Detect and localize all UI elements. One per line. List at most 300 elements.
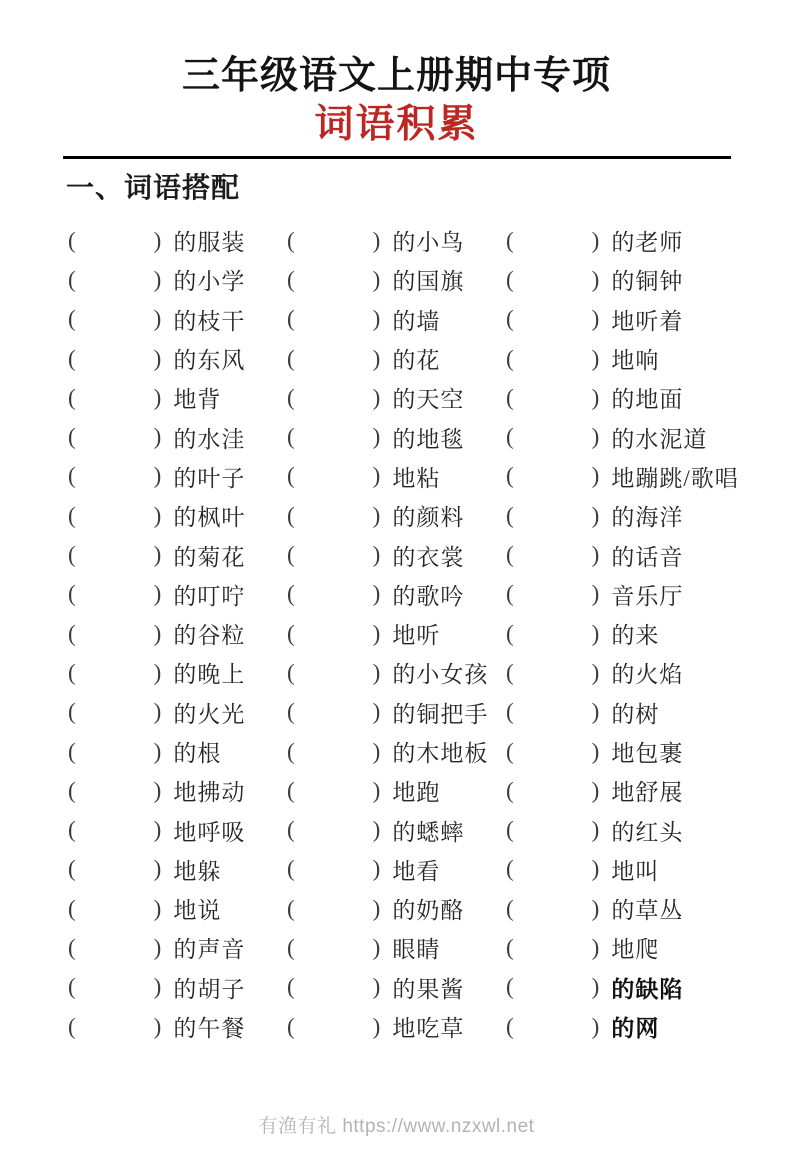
answer-blank: [295, 908, 373, 909]
open-paren: (: [287, 974, 295, 1000]
close-paren: ): [153, 974, 162, 1000]
close-paren: ): [153, 738, 162, 764]
open-paren: (: [287, 306, 295, 332]
phrase-label: 的天空: [392, 387, 465, 413]
blank-item: [506, 221, 793, 260]
open-paren: (: [68, 502, 76, 528]
word-matching-grid: [0, 221, 793, 1046]
phrase-label: 的小女孩: [392, 662, 489, 688]
answer-blank: [295, 987, 373, 988]
answer-blank: [514, 476, 592, 477]
answer-blank: [514, 947, 592, 948]
answer-blank: [76, 437, 154, 438]
blank-item: [506, 653, 793, 692]
phrase-label: 的菊花: [173, 544, 246, 570]
answer-blank: [76, 594, 154, 595]
open-paren: (: [68, 895, 76, 921]
blank-item: [506, 339, 793, 378]
close-paren: ): [153, 266, 162, 292]
answer-blank: [295, 751, 373, 752]
close-paren: ): [372, 817, 381, 843]
close-paren: ): [153, 581, 162, 607]
close-paren: ): [153, 463, 162, 489]
phrase-label: 地背: [173, 387, 222, 413]
phrase-label: 地呼吸: [173, 819, 246, 845]
phrase-label: 的水洼: [173, 426, 246, 452]
blank-item: [287, 575, 506, 614]
blank-item: [506, 417, 793, 456]
answer-blank: [295, 633, 373, 634]
close-paren: ): [591, 384, 600, 410]
open-paren: (: [68, 620, 76, 646]
phrase-label: 的地毯: [392, 426, 465, 452]
open-paren: (: [506, 463, 514, 489]
phrase-label: 的话音: [611, 544, 684, 570]
open-paren: (: [68, 345, 76, 371]
blank-item: [506, 968, 793, 1007]
phrase-label: 地躲: [173, 858, 222, 884]
open-paren: (: [287, 502, 295, 528]
answer-blank: [76, 240, 154, 241]
open-paren: (: [287, 463, 295, 489]
answer-blank: [76, 397, 154, 398]
close-paren: ): [591, 777, 600, 803]
phrase-label: 的水泥道: [611, 426, 708, 452]
open-paren: (: [287, 777, 295, 803]
open-paren: (: [287, 934, 295, 960]
phrase-label: 的叶子: [173, 465, 246, 491]
close-paren: ): [372, 345, 381, 371]
blank-item: [68, 889, 287, 928]
phrase-label: 地舒展: [611, 780, 684, 806]
header-divider: [63, 156, 731, 159]
blank-item: [68, 614, 287, 653]
open-paren: (: [506, 502, 514, 528]
close-paren: ): [153, 817, 162, 843]
blank-item: [68, 496, 287, 535]
answer-blank: [514, 987, 592, 988]
close-paren: ): [153, 345, 162, 371]
open-paren: (: [506, 934, 514, 960]
phrase-label: 的小学: [173, 269, 246, 295]
answer-blank: [514, 908, 592, 909]
close-paren: ): [591, 620, 600, 646]
answer-blank: [514, 555, 592, 556]
open-paren: (: [68, 424, 76, 450]
phrase-label: 的缺陷: [611, 976, 684, 1002]
phrase-label: 的蟋蟀: [392, 819, 465, 845]
blank-item: [287, 771, 506, 810]
blank-item: [68, 771, 287, 810]
blank-item: [287, 300, 506, 339]
phrase-label: 的午餐: [173, 1016, 246, 1042]
close-paren: ): [591, 581, 600, 607]
close-paren: ): [591, 895, 600, 921]
close-paren: ): [591, 1013, 600, 1039]
close-paren: ): [153, 424, 162, 450]
answer-blank: [514, 830, 592, 831]
phrase-label: 的根: [173, 741, 222, 766]
open-paren: (: [68, 934, 76, 960]
blank-item: [506, 260, 793, 299]
blank-item: [68, 850, 287, 889]
close-paren: ): [591, 738, 600, 764]
phrase-label: 地包裹: [611, 741, 684, 766]
open-paren: (: [506, 1013, 514, 1039]
answer-blank: [76, 947, 154, 948]
answer-blank: [295, 279, 373, 280]
answer-blank: [295, 672, 373, 673]
answer-blank: [295, 358, 373, 359]
blank-item: [506, 575, 793, 614]
open-paren: (: [68, 463, 76, 489]
open-paren: (: [68, 266, 76, 292]
blank-item: [68, 300, 287, 339]
open-paren: (: [506, 817, 514, 843]
open-paren: (: [506, 424, 514, 450]
phrase-label: 地叫: [611, 858, 660, 884]
answer-blank: [295, 515, 373, 516]
answer-blank: [76, 279, 154, 280]
close-paren: ): [591, 974, 600, 1000]
close-paren: ): [372, 895, 381, 921]
close-paren: ): [372, 266, 381, 292]
open-paren: (: [68, 699, 76, 725]
blank-item: [287, 378, 506, 417]
phrase-label: 的海洋: [611, 505, 684, 531]
phrase-label: 的铜钟: [611, 269, 684, 295]
answer-blank: [514, 869, 592, 870]
open-paren: (: [68, 1013, 76, 1039]
open-paren: (: [287, 817, 295, 843]
blank-item: [506, 300, 793, 339]
close-paren: ): [153, 542, 162, 568]
close-paren: ): [372, 1013, 381, 1039]
blank-item: [287, 889, 506, 928]
answer-blank: [514, 1026, 592, 1027]
answer-blank: [76, 751, 154, 752]
close-paren: ): [372, 974, 381, 1000]
blank-item: [506, 496, 793, 535]
close-paren: ): [591, 266, 600, 292]
blank-item: [287, 693, 506, 732]
blank-item: [68, 378, 287, 417]
answer-blank: [295, 397, 373, 398]
answer-blank: [295, 594, 373, 595]
blank-item: [287, 457, 506, 496]
blank-item: [506, 810, 793, 849]
close-paren: ): [591, 345, 600, 371]
answer-blank: [76, 869, 154, 870]
open-paren: (: [506, 777, 514, 803]
blank-item: [287, 339, 506, 378]
answer-blank: [76, 790, 154, 791]
phrase-label: 的红头: [611, 819, 684, 845]
phrase-label: 的墙: [392, 308, 441, 334]
blank-item: [68, 653, 287, 692]
close-paren: ): [372, 306, 381, 332]
blank-item: [68, 693, 287, 732]
blank-item: [68, 928, 287, 967]
open-paren: (: [506, 620, 514, 646]
answer-blank: [514, 515, 592, 516]
answer-blank: [295, 240, 373, 241]
blank-item: [506, 928, 793, 967]
open-paren: (: [68, 306, 76, 332]
blank-item: [506, 1007, 793, 1046]
blank-item: [506, 378, 793, 417]
open-paren: (: [287, 1013, 295, 1039]
open-paren: (: [68, 777, 76, 803]
answer-blank: [76, 633, 154, 634]
open-paren: (: [287, 542, 295, 568]
answer-blank: [295, 712, 373, 713]
phrase-label: 的衣裳: [392, 544, 465, 570]
blank-item: [287, 732, 506, 771]
blank-item: [287, 653, 506, 692]
phrase-label: 的网: [611, 1016, 660, 1042]
phrase-label: 的地面: [611, 387, 684, 413]
open-paren: (: [287, 581, 295, 607]
close-paren: ): [591, 542, 600, 568]
answer-blank: [295, 790, 373, 791]
blank-item: [68, 260, 287, 299]
close-paren: ): [153, 306, 162, 332]
open-paren: (: [287, 345, 295, 371]
phrase-label: 的小鸟: [392, 230, 465, 256]
phrase-label: 的服装: [173, 230, 246, 256]
blank-item: [68, 535, 287, 574]
phrase-label: 的铜把手: [392, 701, 489, 727]
blank-item: [506, 732, 793, 771]
answer-blank: [76, 908, 154, 909]
close-paren: ): [372, 384, 381, 410]
close-paren: ): [372, 856, 381, 882]
answer-blank: [514, 279, 592, 280]
phrase-label: 的谷粒: [173, 623, 246, 649]
answer-blank: [76, 515, 154, 516]
close-paren: ): [591, 659, 600, 685]
answer-blank: [295, 555, 373, 556]
phrase-label: 地拂动: [173, 780, 246, 806]
close-paren: ): [591, 934, 600, 960]
phrase-label: 的晚上: [173, 662, 246, 688]
open-paren: (: [68, 227, 76, 253]
open-paren: (: [287, 384, 295, 410]
phrase-label: 地听着: [611, 308, 684, 334]
open-paren: (: [287, 738, 295, 764]
blank-item: [506, 535, 793, 574]
phrase-label: 地吃草: [392, 1016, 465, 1042]
answer-blank: [76, 987, 154, 988]
open-paren: (: [506, 581, 514, 607]
phrase-label: 的声音: [173, 937, 246, 963]
phrase-label: 地爬: [611, 937, 660, 963]
close-paren: ): [372, 738, 381, 764]
open-paren: (: [287, 620, 295, 646]
answer-blank: [514, 319, 592, 320]
close-paren: ): [591, 502, 600, 528]
answer-blank: [76, 672, 154, 673]
phrase-label: 地粘: [392, 465, 441, 491]
blank-item: [287, 221, 506, 260]
open-paren: (: [506, 306, 514, 332]
close-paren: ): [372, 227, 381, 253]
close-paren: ): [153, 227, 162, 253]
answer-blank: [295, 319, 373, 320]
answer-blank: [76, 319, 154, 320]
close-paren: ): [591, 463, 600, 489]
close-paren: ): [591, 227, 600, 253]
close-paren: ): [153, 699, 162, 725]
open-paren: (: [287, 424, 295, 450]
blank-item: [287, 1007, 506, 1046]
close-paren: ): [372, 463, 381, 489]
close-paren: ): [153, 895, 162, 921]
answer-blank: [76, 712, 154, 713]
close-paren: ): [591, 856, 600, 882]
blank-item: [506, 457, 793, 496]
phrase-label: 的树: [611, 701, 660, 727]
phrase-label: 的木地板: [392, 741, 489, 766]
close-paren: ): [591, 306, 600, 332]
phrase-label: 的胡子: [173, 976, 246, 1002]
open-paren: (: [506, 659, 514, 685]
close-paren: ): [372, 581, 381, 607]
phrase-label: 的果酱: [392, 976, 465, 1002]
answer-blank: [514, 594, 592, 595]
answer-blank: [76, 830, 154, 831]
open-paren: (: [287, 266, 295, 292]
close-paren: ): [591, 424, 600, 450]
answer-blank: [514, 397, 592, 398]
open-paren: (: [506, 856, 514, 882]
close-paren: ): [372, 424, 381, 450]
answer-blank: [295, 830, 373, 831]
blank-item: [287, 928, 506, 967]
phrase-label: 音乐厅: [611, 583, 684, 609]
answer-blank: [514, 712, 592, 713]
close-paren: ): [153, 777, 162, 803]
close-paren: ): [372, 699, 381, 725]
answer-blank: [76, 1026, 154, 1027]
section-heading: 一、词语搭配: [66, 172, 241, 203]
answer-blank: [514, 633, 592, 634]
close-paren: ): [372, 502, 381, 528]
open-paren: (: [506, 895, 514, 921]
answer-blank: [514, 240, 592, 241]
open-paren: (: [506, 974, 514, 1000]
blank-item: [506, 850, 793, 889]
blank-item: [287, 496, 506, 535]
page-title: 三年级语文上册期中专项: [181, 55, 611, 97]
blank-item: [68, 732, 287, 771]
phrase-label: 地响: [611, 348, 660, 374]
blank-item: [287, 535, 506, 574]
blank-item: [68, 417, 287, 456]
close-paren: ): [153, 856, 162, 882]
open-paren: (: [68, 581, 76, 607]
close-paren: ): [153, 620, 162, 646]
close-paren: ): [372, 659, 381, 685]
open-paren: (: [68, 542, 76, 568]
open-paren: (: [68, 384, 76, 410]
page-footer: 有渔有礼 https://www.nzxwl.net: [258, 1116, 535, 1137]
phrase-label: 的奶酪: [392, 898, 465, 924]
phrase-label: 的老师: [611, 230, 684, 256]
phrase-label: 眼睛: [392, 937, 441, 963]
close-paren: ): [153, 1013, 162, 1039]
phrase-label: 的枝干: [173, 308, 246, 334]
phrase-label: 的颜料: [392, 505, 465, 531]
open-paren: (: [68, 659, 76, 685]
phrase-label: 的国旗: [392, 269, 465, 295]
open-paren: (: [287, 227, 295, 253]
phrase-label: 地听: [392, 623, 441, 649]
phrase-label: 的歌吟: [392, 583, 465, 609]
blank-item: [287, 614, 506, 653]
answer-blank: [295, 947, 373, 948]
open-paren: (: [287, 659, 295, 685]
open-paren: (: [68, 817, 76, 843]
close-paren: ): [153, 502, 162, 528]
phrase-label: 地蹦跳/歌唱: [611, 465, 739, 491]
open-paren: (: [506, 266, 514, 292]
blank-item: [68, 575, 287, 614]
page-subtitle: 词语积累: [314, 103, 479, 146]
answer-blank: [76, 476, 154, 477]
phrase-label: 的花: [392, 348, 441, 374]
close-paren: ): [372, 777, 381, 803]
blank-item: [68, 221, 287, 260]
close-paren: ): [372, 542, 381, 568]
close-paren: ): [372, 620, 381, 646]
answer-blank: [295, 476, 373, 477]
close-paren: ): [153, 384, 162, 410]
open-paren: (: [287, 699, 295, 725]
blank-item: [68, 1007, 287, 1046]
answer-blank: [76, 358, 154, 359]
close-paren: ): [153, 659, 162, 685]
phrase-label: 地跑: [392, 780, 441, 806]
phrase-label: 的草丛: [611, 898, 684, 924]
open-paren: (: [506, 384, 514, 410]
open-paren: (: [506, 227, 514, 253]
open-paren: (: [506, 345, 514, 371]
blank-item: [68, 457, 287, 496]
open-paren: (: [287, 856, 295, 882]
blank-item: [506, 693, 793, 732]
answer-blank: [514, 790, 592, 791]
phrase-label: 的东风: [173, 348, 246, 374]
phrase-label: 地看: [392, 858, 441, 884]
phrase-label: 地说: [173, 898, 222, 924]
phrase-label: 的枫叶: [173, 505, 246, 531]
answer-blank: [295, 1026, 373, 1027]
blank-item: [287, 260, 506, 299]
close-paren: ): [372, 934, 381, 960]
open-paren: (: [506, 738, 514, 764]
open-paren: (: [506, 699, 514, 725]
blank-item: [68, 968, 287, 1007]
blank-item: [506, 614, 793, 653]
close-paren: ): [591, 699, 600, 725]
answer-blank: [295, 869, 373, 870]
answer-blank: [514, 437, 592, 438]
answer-blank: [295, 437, 373, 438]
phrase-label: 的来: [611, 623, 660, 649]
blank-item: [287, 417, 506, 456]
